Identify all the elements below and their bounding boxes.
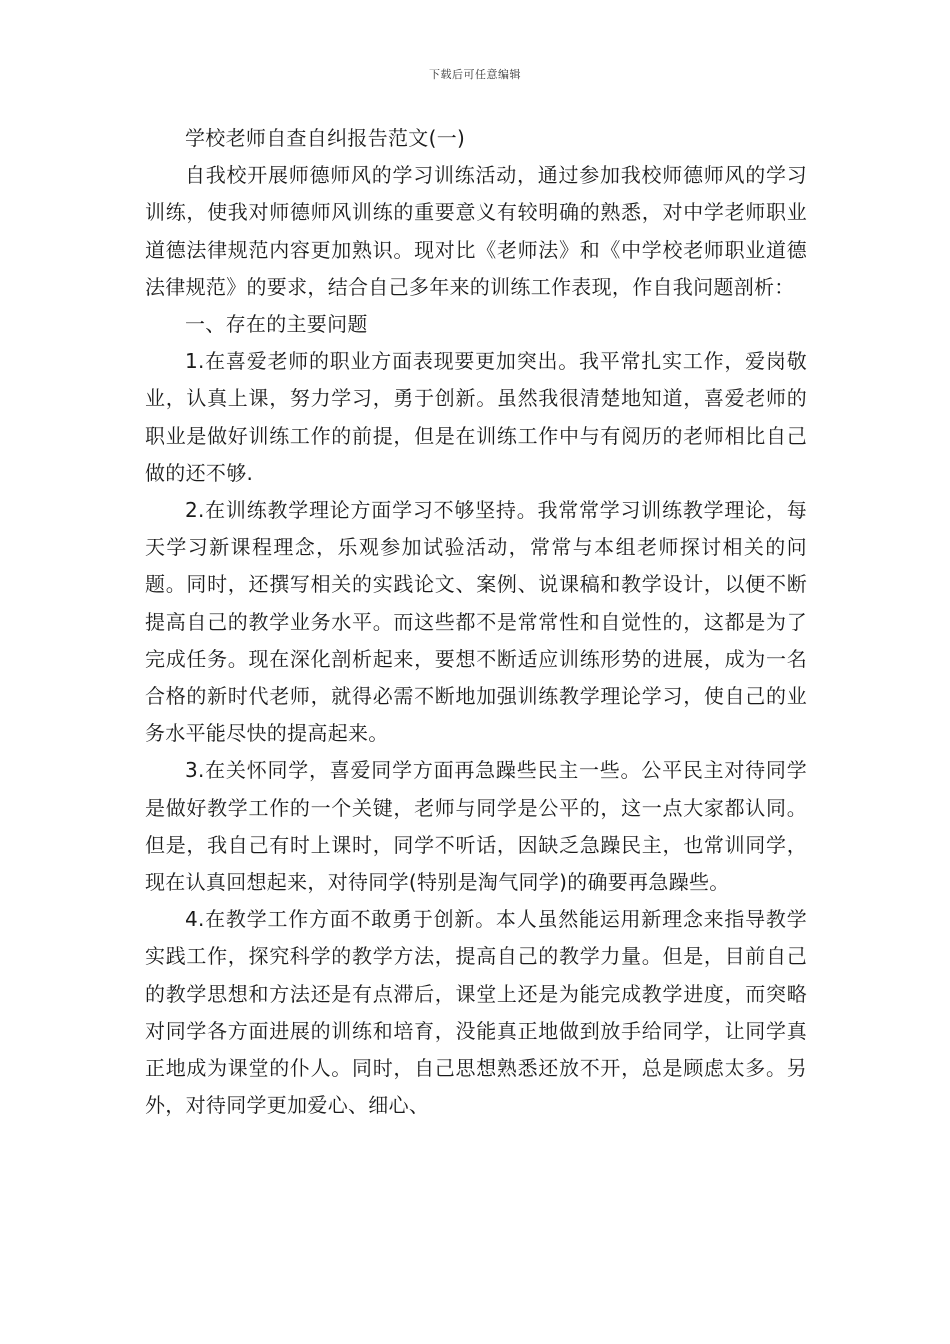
document-title: 学校老师自查自纠报告范文(一)	[185, 126, 466, 150]
page-header-note: 下载后可任意编辑	[429, 68, 521, 81]
item-paragraph-1: 1.在喜爱老师的职业方面表现要更加突出。我平常扎实工作，爱岗敬业，认真上课，努力学习，勇于创新。虽然我很清楚地知道，喜爱老师的职业是做好训练工作的前提，但是在训练工作中与有阅历的老师相比自己做的还不够.	[145, 349, 807, 485]
item-paragraph-3: 3.在关怀同学，喜爱同学方面再急躁些民主一些。公平民主对待同学是做好教学工作的一个关键，老师与同学是公平的，这一点大家都认同。但是，我自己有时上课时，同学不听话，因缺乏急躁民主，也常训同学，现在认真回想起来，对待同学(特别是淘气同学)的确要再急躁些。	[145, 758, 807, 895]
item-paragraph-4: 4.在教学工作方面不敢勇于创新。本人虽然能运用新理念来指导教学实践工作，探究科学的教学方法，提高自己的教学力量。但是，目前自己的教学思想和方法还是有点滞后，课堂上还是为能完成教学进度，而突略对同学各方面进展的训练和培育，没能真正地做到放手给同学，让同学真正地成为课堂的仆人。同时，自己思想熟悉还放不开，总是顾虑太多。另外，对待同学更加爱心、细心、	[145, 907, 807, 1118]
section-heading: 一、存在的主要问题	[185, 312, 368, 337]
intro-paragraph: 自我校开展师德师风的学习训练活动，通过参加我校师德师风的学习训练，使我对师德师风训练的重要意义有较明确的熟悉，对中学老师职业道德法律规范内容更加熟识。现对比《老师法》和《中学校老师职业道德法律规范》的要求，结合自己多年来的训练工作表现，作自我问题剖析：	[145, 163, 807, 299]
item-paragraph-2: 2.在训练教学理论方面学习不够坚持。我常常学习训练教学理论，每天学习新课程理念，乐观参加试验活动，常常与本组老师探讨相关的问题。同时，还撰写相关的实践论文、案例、说课稿和教学设计，以便不断提高自己的教学业务水平。而这些都不是常常性和自觉性的，这都是为了完成任务。现在深化剖析起来，要想不断适应训练形势的进展，成为一名合格的新时代老师，就得必需不断地加强训练教学理论学习，使自己的业务水平能尽快的提高起来。	[145, 498, 807, 746]
document-body	[145, 120, 807, 1124]
